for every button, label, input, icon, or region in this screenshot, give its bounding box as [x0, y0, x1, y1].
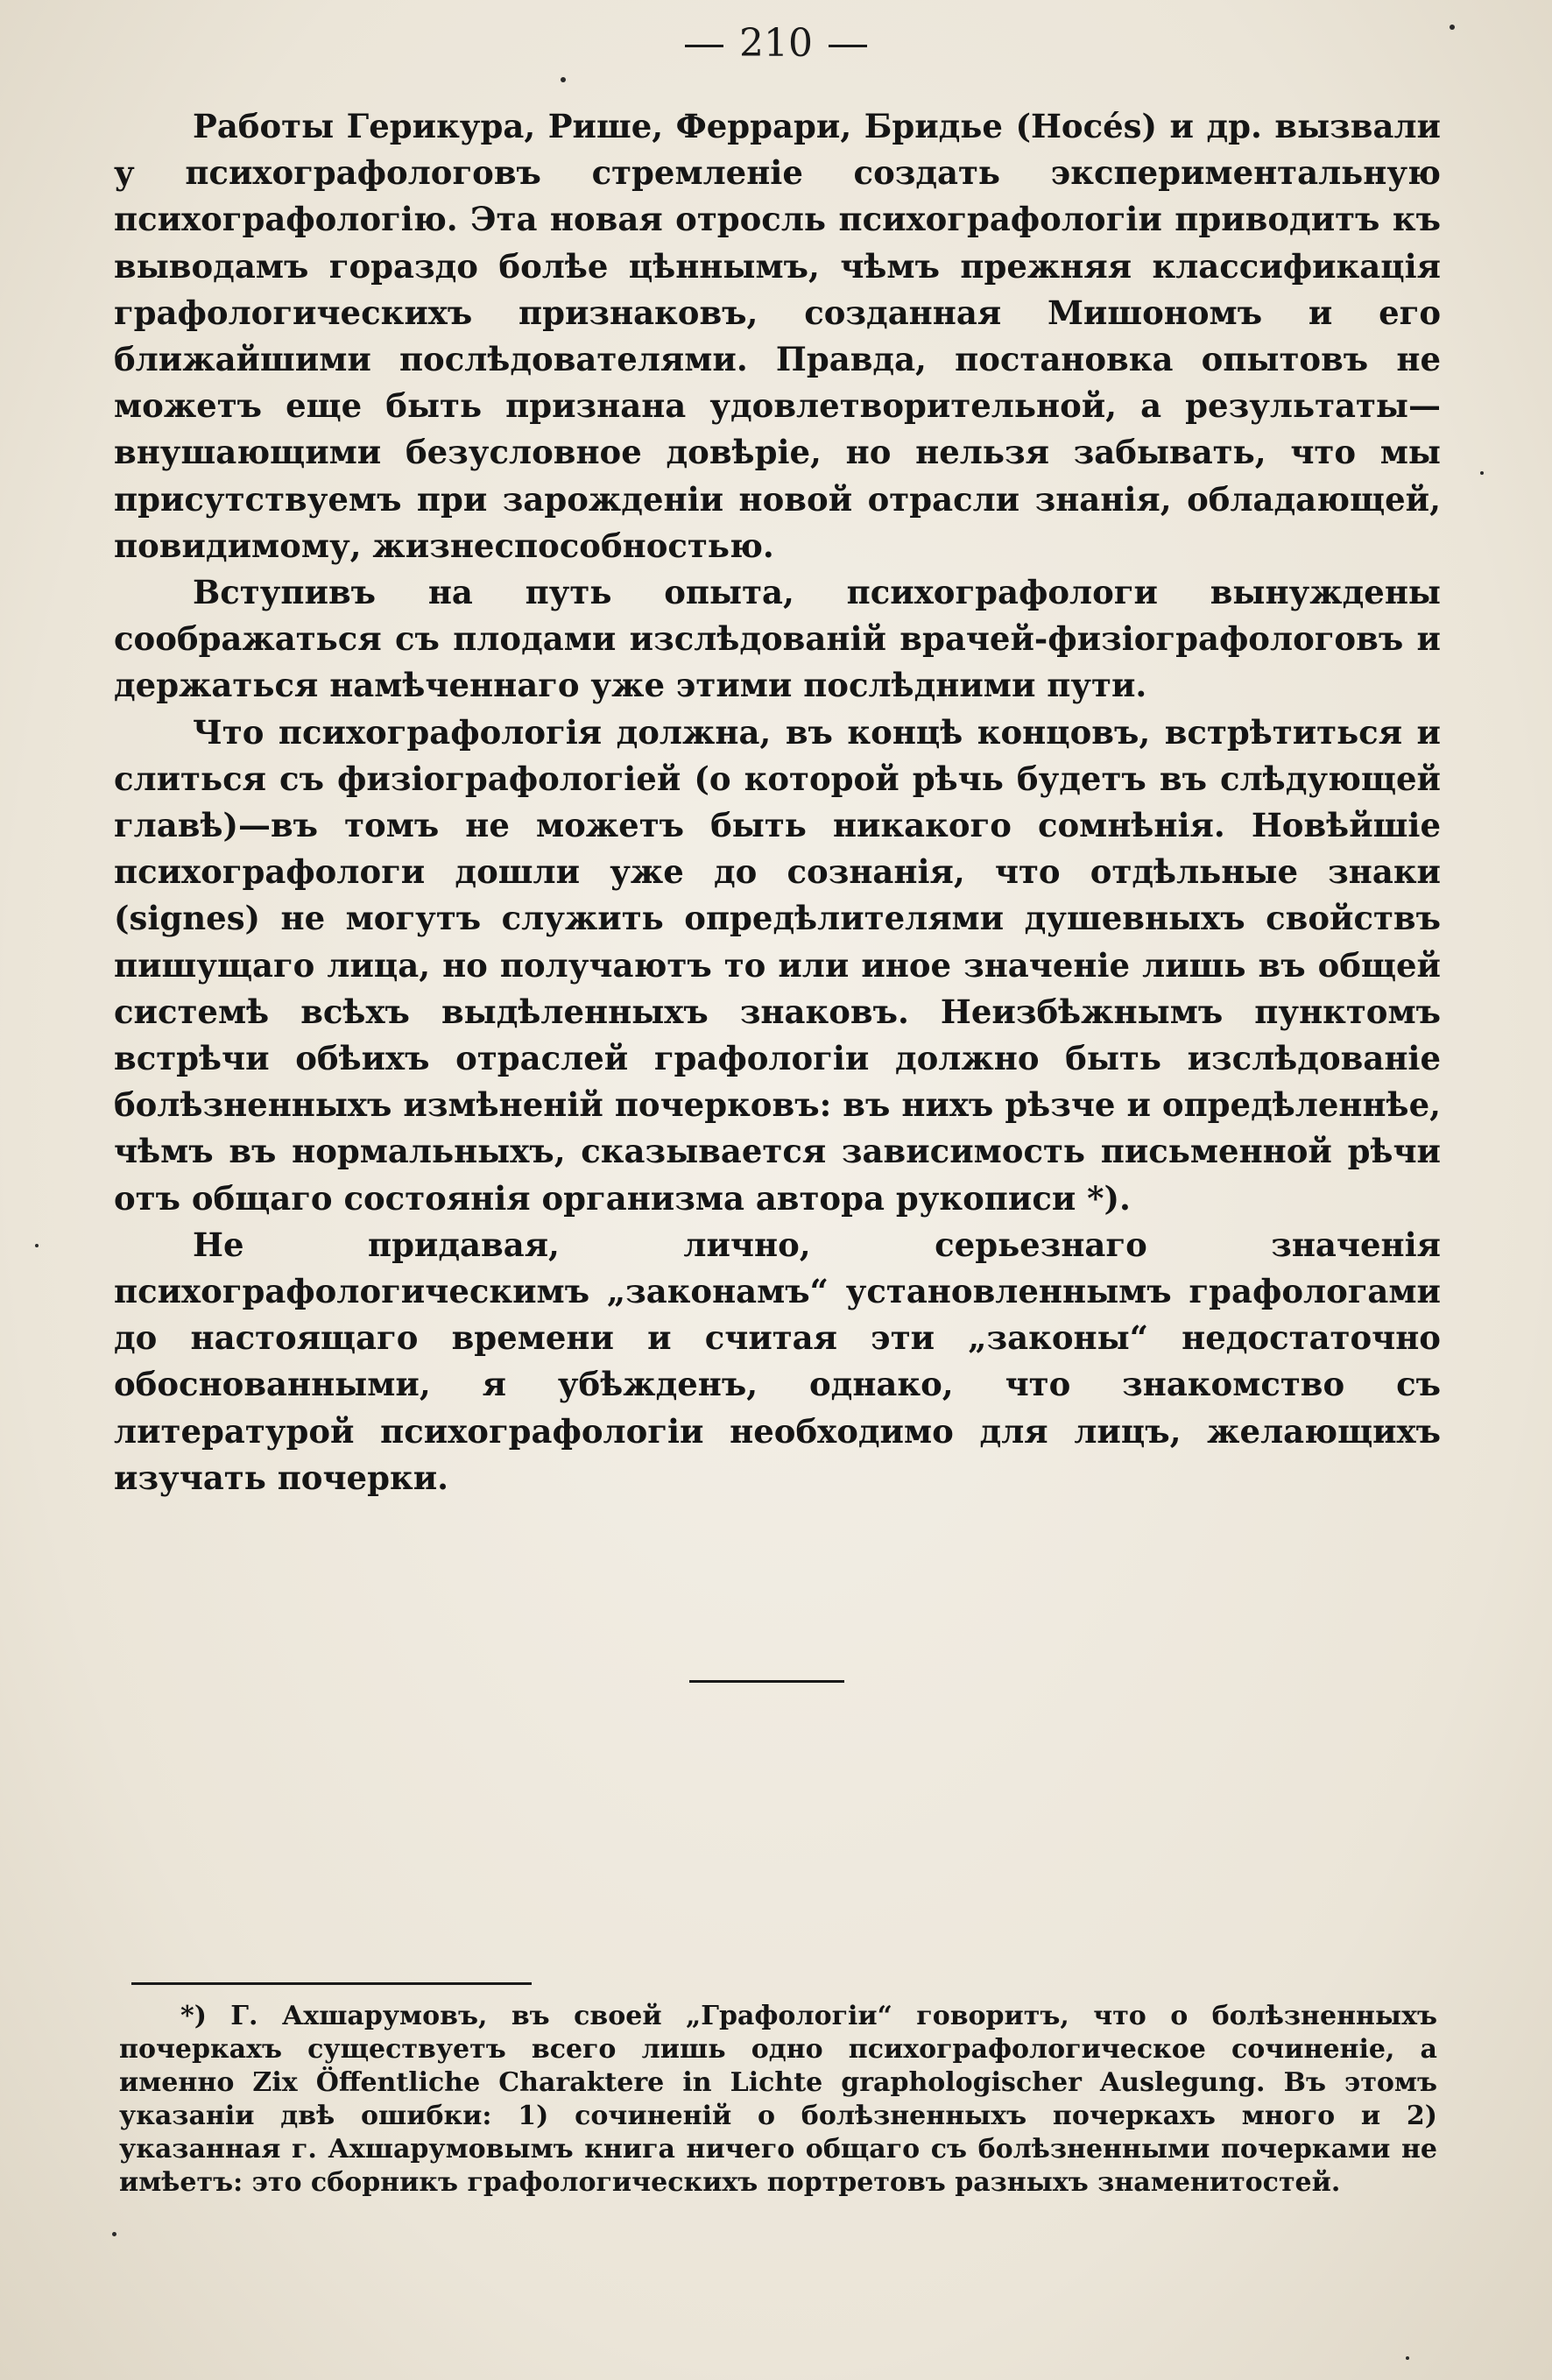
paragraph-3: Что психографологія должна, въ концѣ концовъ, встрѣтиться и слиться съ физіографологіей (о которой рѣчь будетъ въ слѣдующей главѣ)—въ томъ не можетъ быть никакого сомнѣнія. Новѣйшіе психографологи дошли уже до сознанія, что отдѣльные знаки (signes) не могутъ служить опредѣлителями душевныхъ свойствъ пишущаго лица, но получаютъ то или иное значеніе лишь въ общей системѣ всѣхъ выдѣленныхъ знаковъ. Неизбѣжнымъ пунктомъ встрѣчи обѣихъ отраслей графологіи должно быть изслѣдованіе болѣзненныхъ измѣненій почерковъ: въ нихъ рѣзче и опредѣленнѣе, чѣмъ въ нормальныхъ, сказывается зависимость письменной рѣчи отъ общаго состоянія организма автора рукописи *).: [114, 712, 1441, 1218]
print-speck: [35, 1244, 39, 1247]
paragraph-1: Работы Герикура, Рише, Феррари, Бридье (Hocés) и др. вызвали у психографологовъ стремленіе создать экспериментальную психографологію. Эта новая отросль психографологіи приводитъ къ выводамъ гораздо болѣе цѣннымъ, чѣмъ прежняя классификація графологическихъ признаковъ, созданная Мишономъ и его ближайшими послѣдователями. Правда, постановка опытовъ не можетъ еще быть признана удовлетворительной, а результаты—внушающими безусловное довѣріе, но нельзя забывать, что мы присутствуемъ при зарожденіи новой отрасли знанія, обладающей, повидимому, жизнеспособностью.: [114, 107, 1441, 565]
paragraph-2: Вступивъ на путь опыта, психографологи вынуждены соображаться съ плодами изслѣдованій врачей-физіографологовъ и держаться намѣченнаго уже этими послѣдними пути.: [114, 573, 1441, 705]
main-text: [114, 103, 1441, 1501]
print-speck: [112, 2232, 116, 2236]
print-speck: [561, 77, 566, 82]
page-number: [0, 21, 1552, 66]
footnote-text: *) Г. Ахшарумовъ, въ своей „Графологіи“ говоритъ, что о болѣзненныхъ почеркахъ существуетъ всего лишь одно психографологическое сочиненіе, а именно Zix Öffentliche Charaktere in Lichte graphologischer Auslegung. Въ этомъ указаніи двѣ ошибки: 1) сочиненій о болѣзненныхъ почеркахъ много и 2) указанная г. Ахшарумовымъ книга ничего общаго съ болѣзненными почерками не имѣетъ: это сборникъ графологическихъ портретовъ разныхъ знаменитостей.: [119, 2001, 1437, 2198]
page-number-left-dash: [685, 45, 723, 47]
print-speck: [1406, 2356, 1409, 2360]
section-separator-rule: [689, 1680, 844, 1683]
paragraph-4: Не придавая, лично, серьезнаго значенія психографологическимъ „законамъ“ установленнымъ графологами до настоящаго времени и считая эти „законы“ недостаточно обоснованными, я убѣжденъ, однако, что знакомство съ литературой психографологіи необходимо для лицъ, желающихъ изучать почерки.: [114, 1225, 1441, 1497]
footnote: [119, 2000, 1437, 2200]
print-speck: [1480, 471, 1484, 475]
page-number-value: 210: [739, 21, 813, 66]
print-speck: [1450, 25, 1455, 30]
page-number-right-dash: [829, 45, 867, 47]
footnote-rule: [131, 1982, 532, 1985]
